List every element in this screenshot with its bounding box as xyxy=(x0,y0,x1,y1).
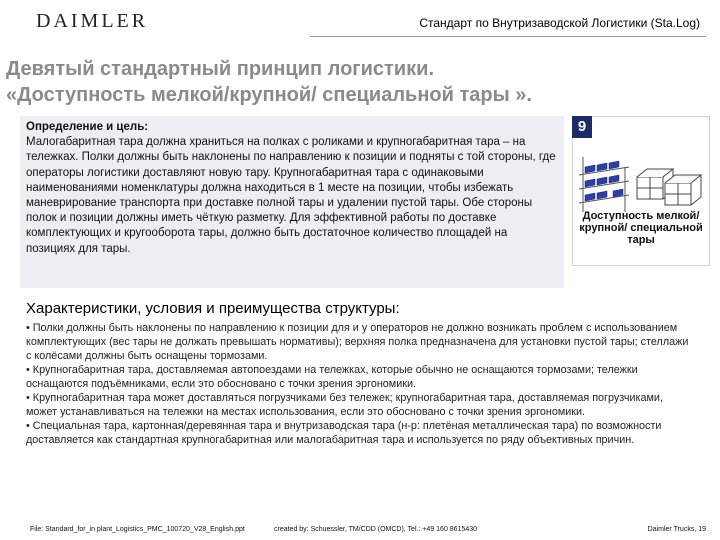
definition-text: Малогабаритная тара должна храниться на полках с роликами и крупногабаритная тара – на тележках. Полки должны быть наклонены по направлению к позиции и подняты с той стороны, где операторы логистики доставляют новую тару. Крупногабаритная тара с одинаковыми наименованиями номенклатуры должна находиться в 1 месте на позиции, чтобы избежать маневрирование транспорта при доставке полной тары и удалении пустой тары. Обе стороны полок и позиции должны иметь чёткую разметку. Для эффективной работы по доставке комплектующих и кругооборота тары, должно быть достаточное количество площадей на позициях для тары. xyxy=(26,136,556,255)
header-divider xyxy=(310,36,706,37)
definition-label: Определение и цель: xyxy=(26,121,149,133)
header-title: Стандарт по Внутризаводской Логистики (Sta.Log) xyxy=(419,16,700,30)
illustration-caption: Доступность мелкой/крупной/ специальной тары xyxy=(579,210,703,246)
page-title-line-2: «Доступность мелкой/крупной/ специальной тары ». xyxy=(6,84,532,106)
principle-number-badge: 9 xyxy=(572,116,592,138)
footer-author: created by: Schuessler, TM/CDD (OMCD), Tel.: +49 160 8615430 xyxy=(274,526,478,533)
page-title-line-1: Девятый стандартный принцип логистики. xyxy=(6,58,434,80)
page-title xyxy=(6,56,711,108)
definition-box xyxy=(20,116,564,288)
list-item: • Специальная тара, картонная/деревянная тара и внутризаводская тара (н-р: плетёная металлическая тара) по возможности доставляется как стандартная крупногабаритная или малогабаритная тара и используется по ряду объективных причин. xyxy=(26,420,662,446)
footer-page-number: Daimler Trucks, 19 xyxy=(647,526,706,533)
characteristics-heading: Характеристики, условия и преимущества структуры: xyxy=(26,300,400,317)
characteristics-list xyxy=(26,321,696,447)
list-item: • Крупногабаритная тара, доставляемая автопоездами на тележках, которые обычно не оснащаются тормозами; тележки оснащаются подъёмниками, если это обосновано с точки зрения эргономики. xyxy=(26,364,638,390)
daimler-logo: DAIMLER xyxy=(36,10,149,32)
footer-file-name: File: Standard_for_in plant_Logistics_PMC_100720_V28_English.ppt xyxy=(30,526,245,533)
list-item: • Полки должны быть наклонены по направлению к позиции для и у операторов не должно возникать проблем с использованием комплектующих (вес тары не должать превышать нормативы); верхняя полка предназначена для установки пустой тары; стеллажи с колёсами должны быть оснащены тормозами. xyxy=(26,322,689,362)
list-item: • Крупногабаритная тара может доставляться погрузчиками без тележек; крупногабаритная тара, доставляемая погрузчиками, может устанавливаться на тележки на местах использования, если это обосновано с точки зрения эргономики. xyxy=(26,392,663,418)
